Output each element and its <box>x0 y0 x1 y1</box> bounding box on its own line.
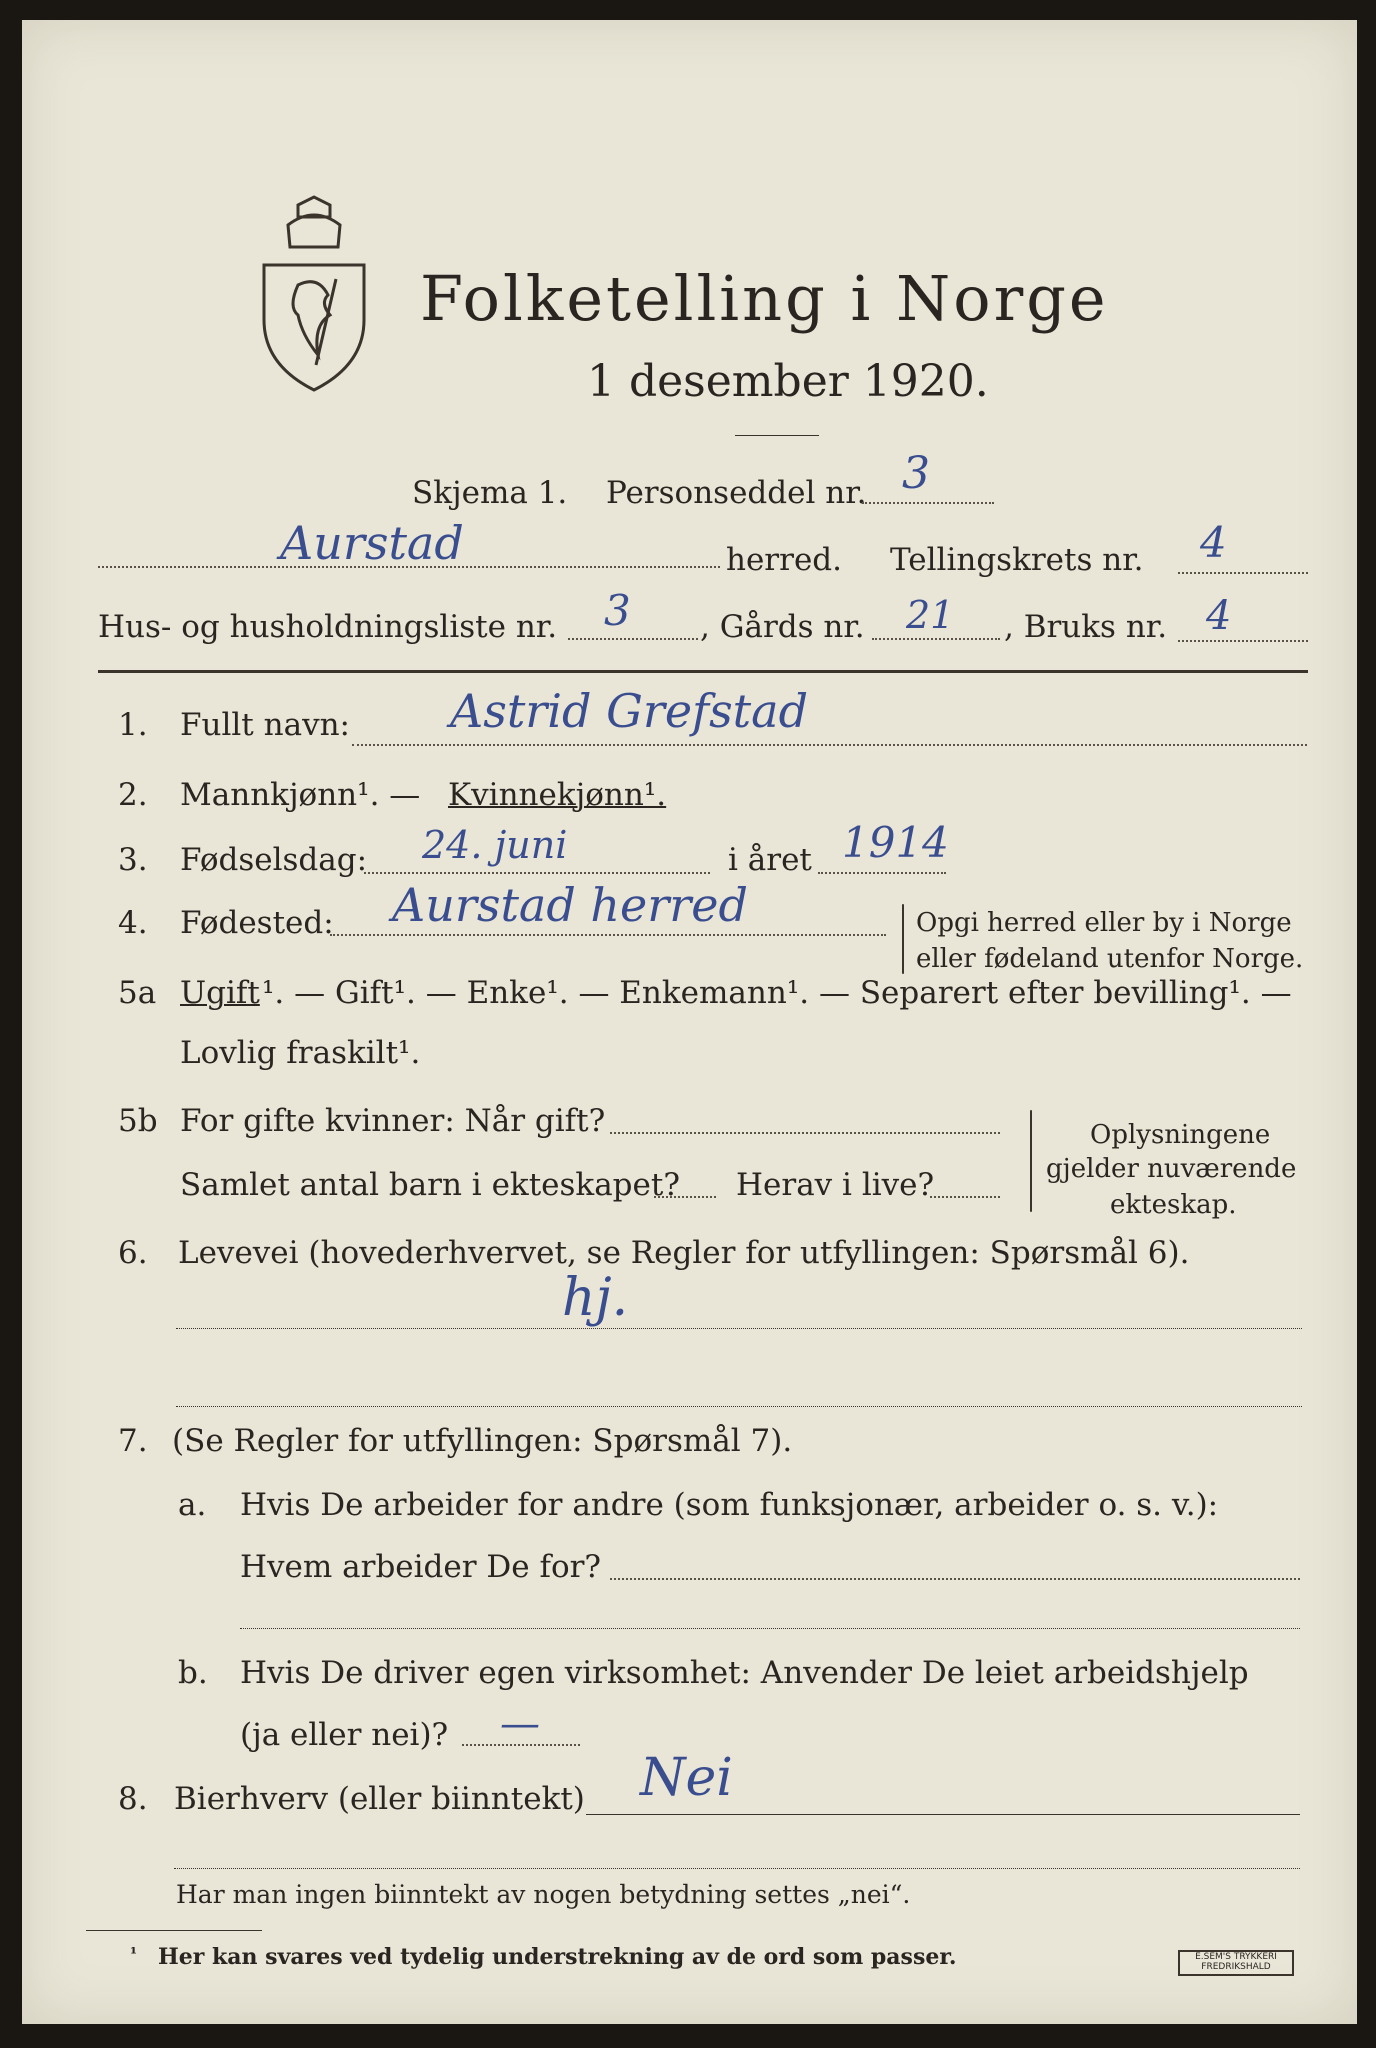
q1-full-name-value[interactable]: Astrid Grefstad <box>450 684 809 738</box>
gards-label: , Gårds nr. <box>700 609 865 645</box>
q5b-brace <box>1030 1110 1032 1212</box>
tellingskrets-value[interactable]: 4 <box>1200 518 1227 567</box>
q4-brace <box>902 904 904 974</box>
q3-year-value[interactable]: 1914 <box>842 818 949 867</box>
hus-label: Hus- og husholdningsliste nr. <box>98 609 558 645</box>
q7b-letter: b. <box>178 1655 208 1691</box>
herred-value[interactable]: Aurstad <box>280 516 464 570</box>
income-note: Har man ingen biinntekt av nogen betydning settes „nei“. <box>176 1880 911 1909</box>
q8-number: 8. <box>118 1781 148 1817</box>
q5b-alive-label: Herav i live? <box>736 1167 935 1203</box>
q3-label: Fødselsdag: <box>180 842 368 878</box>
q7a-employer-label: Hvem arbeider De for? <box>240 1549 602 1585</box>
title-divider <box>735 435 819 436</box>
hus-field-line <box>568 638 698 640</box>
q7a-employer-field-line2 <box>240 1628 1300 1629</box>
q8-secondary-income-value[interactable]: Nei <box>640 1748 733 1808</box>
q7a-label: Hvis De arbeider for andre (som funksjonær, arbeider o. s. v.): <box>240 1487 1219 1523</box>
q7b-label: Hvis De driver egen virksomhet: Anvender De leiet arbeidshjelp <box>240 1655 1249 1691</box>
q7-label: (Se Regler for utfyllingen: Spørsmål 7). <box>172 1423 793 1459</box>
gards-field-line <box>872 638 1000 640</box>
q4-number: 4. <box>118 905 148 941</box>
q3-number: 3. <box>118 842 148 878</box>
personseddel-field-line <box>862 502 994 504</box>
q6-label: Levevei (hovederhvervet, se Regler for utfyllingen: Spørsmål 6). <box>178 1235 1190 1271</box>
q5b-when-married-field-line <box>610 1132 1000 1134</box>
q6-occupation-value[interactable]: hj. <box>562 1268 629 1328</box>
page-title: Folketelling i Norge <box>420 262 1109 335</box>
q5b-note-line2: gjelder nuværende <box>1046 1154 1297 1184</box>
header-separator <box>98 670 1308 673</box>
skjema-label: Skjema 1. <box>412 475 568 511</box>
q5b-note-line3: ekteskap. <box>1110 1190 1237 1220</box>
printer-stamp: E.SEM'S TRYKKERI FREDRIKSHALD <box>1178 1950 1294 1976</box>
q5b-number: 5b <box>118 1103 158 1139</box>
q1-number: 1. <box>118 707 148 743</box>
q6-field-line1 <box>176 1328 1302 1329</box>
census-date: 1 desember 1920. <box>587 356 989 407</box>
q1-field-line <box>352 744 1307 746</box>
hus-value[interactable]: 3 <box>604 586 631 635</box>
q4-note-line1: Opgi herred eller by i Norge <box>916 908 1292 938</box>
q7-number: 7. <box>118 1423 148 1459</box>
q1-label: Fullt navn: <box>180 707 350 743</box>
bruks-field-line <box>1178 640 1308 642</box>
q4-label: Fødested: <box>180 905 334 941</box>
tellingskrets-label: Tellingskrets nr. <box>890 542 1144 578</box>
q5a-other-options[interactable]: ¹. — Gift¹. — Enke¹. — Enkemann¹. — Separert efter bevilling¹. — <box>262 975 1292 1011</box>
q6-field-line2 <box>176 1406 1302 1407</box>
herred-label: herred. <box>726 542 842 578</box>
gards-value[interactable]: 21 <box>906 593 955 637</box>
q5b-note-line1: Oplysningene <box>1090 1120 1271 1150</box>
q3-birthday-value[interactable]: 24. juni <box>422 823 568 867</box>
footnote-marker: ¹ <box>130 1944 138 1963</box>
q5b-children-field-line <box>654 1196 716 1198</box>
q2-number: 2. <box>118 777 148 813</box>
q5a-divorced-option[interactable]: Lovlig fraskilt¹. <box>180 1035 421 1071</box>
q5b-alive-field-line <box>930 1196 1000 1198</box>
q2-female-option-underlined[interactable]: Kvinnekjønn¹. <box>448 777 667 813</box>
q5b-when-married-label: For gifte kvinner: Når gift? <box>180 1103 606 1139</box>
q7b-hired-help-value[interactable]: — <box>500 1701 540 1747</box>
q3-year-label: i året <box>728 842 812 878</box>
q2-male-option[interactable]: Mannkjønn¹. — <box>180 777 421 813</box>
q5a-unmarried-option-underlined[interactable]: Ugift <box>180 975 260 1011</box>
q5a-number: 5a <box>118 975 157 1011</box>
q3-year-field-line <box>818 872 946 874</box>
q8-field-line2 <box>174 1868 1300 1869</box>
coat-of-arms-icon <box>258 195 370 395</box>
q4-note-line2: eller fødeland utenfor Norge. <box>916 944 1304 974</box>
footnote-text: Her kan svares ved tydelig understrekning av de ord som passer. <box>158 1944 957 1970</box>
q3-birthday-field-line <box>364 872 710 874</box>
q5b-children-label: Samlet antal barn i ekteskapet? <box>180 1167 680 1203</box>
personseddel-label: Personseddel nr. <box>606 475 867 511</box>
bruks-label: , Bruks nr. <box>1004 609 1168 645</box>
q4-birthplace-value[interactable]: Aurstad herred <box>392 878 748 932</box>
bruks-value[interactable]: 4 <box>1206 593 1232 639</box>
q8-label: Bierhverv (eller biinntekt) <box>174 1781 585 1817</box>
q6-number: 6. <box>118 1235 148 1271</box>
q7a-letter: a. <box>178 1487 207 1523</box>
footnote-divider <box>86 1930 262 1931</box>
q4-birthplace-field-line <box>330 934 886 936</box>
personseddel-value[interactable]: 3 <box>902 448 930 499</box>
tellingskrets-field-line <box>1178 572 1308 574</box>
q7b-hired-help-label: (ja eller nei)? <box>240 1717 449 1753</box>
q8-field-line <box>586 1814 1300 1815</box>
q7a-employer-field-line <box>610 1578 1300 1580</box>
